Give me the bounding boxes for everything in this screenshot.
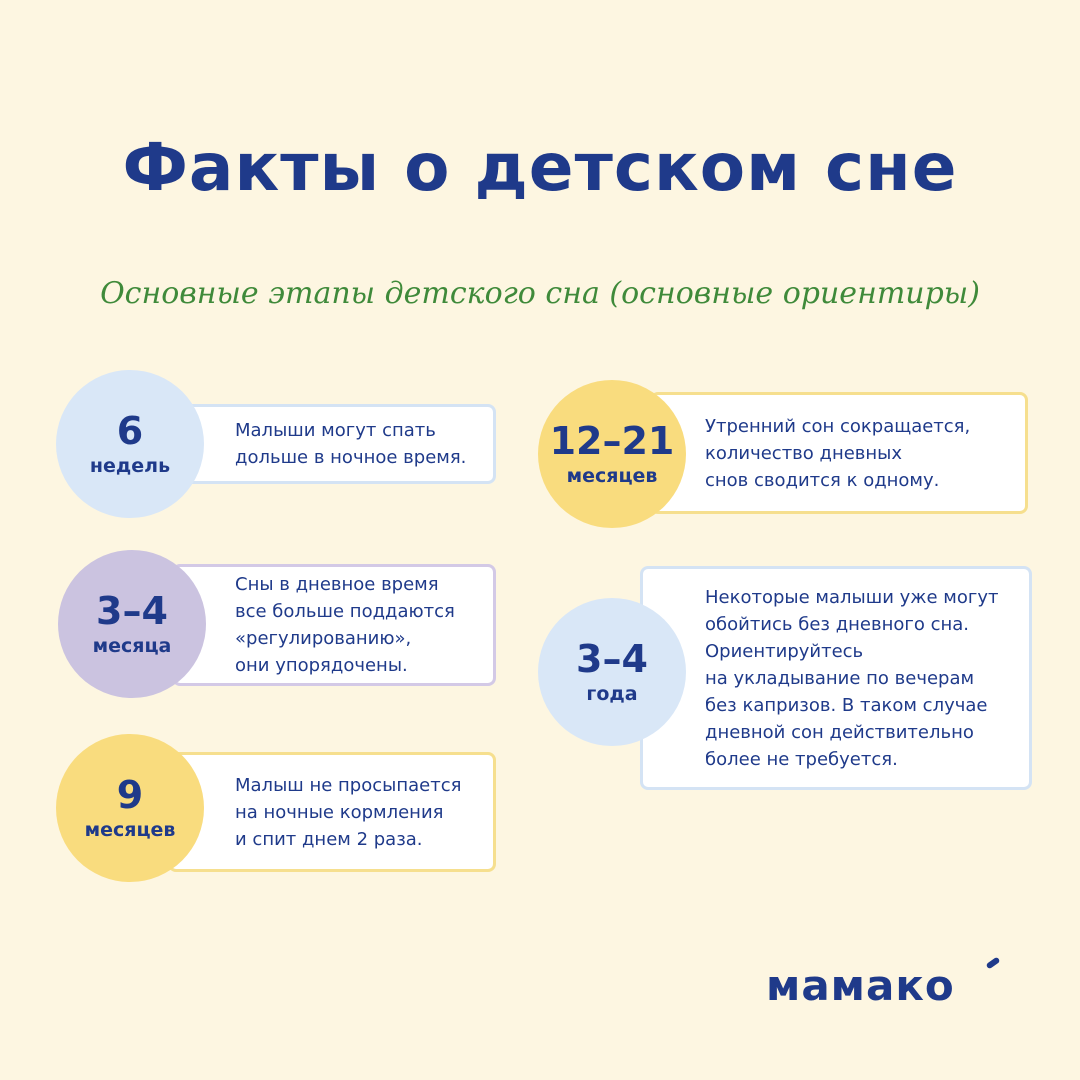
logo-accent-mark xyxy=(986,957,1001,970)
stage-badge-12-21-months xyxy=(538,380,686,528)
stage-card-6-weeks xyxy=(172,404,496,484)
stage-unit: месяцев xyxy=(84,819,176,841)
stage-card-9-months xyxy=(168,752,496,872)
stage-number: 9 xyxy=(116,773,144,817)
stage-card-3-4-months xyxy=(172,564,496,686)
page-title: Факты о детском сне xyxy=(122,129,958,206)
page-subtitle: Основные этапы детского сна (основные ориентиры) xyxy=(100,276,980,311)
stage-unit: года xyxy=(586,683,638,705)
stage-card-3-4-years xyxy=(640,566,1032,790)
brand-logo xyxy=(766,956,1006,1016)
brand-logo-text: мамако xyxy=(766,961,955,1010)
stage-description: Сны в дневное время все больше поддаются «регулированию», они упорядочены. xyxy=(235,574,455,676)
stage-description: Некоторые малыши уже могут обойтись без дневного сна. Ориентируйтесь на укладывание по вечерам без капризов. В таком случае дневной сон действительно более не требуется. xyxy=(705,586,999,770)
stage-description: Утренний сон сокращается, количество дневных снов сводится к одному. xyxy=(705,415,971,491)
stage-number: 6 xyxy=(116,409,144,453)
stage-number: 3–4 xyxy=(96,589,168,633)
stage-description: Малыш не просыпается на ночные кормления и спит днем 2 раза. xyxy=(235,774,462,850)
stage-badge-9-months xyxy=(56,734,204,882)
stage-badge-3-4-months xyxy=(58,550,206,698)
stage-badge-3-4-years xyxy=(538,598,686,746)
stage-number: 3–4 xyxy=(576,637,648,681)
stage-unit: недель xyxy=(89,455,171,477)
stage-unit: месяцев xyxy=(566,465,658,487)
stage-badge-6-weeks xyxy=(56,370,204,518)
stage-unit: месяца xyxy=(92,635,172,657)
stage-description: Малыши могут спать дольше в ночное время. xyxy=(235,420,467,468)
stage-number: 12–21 xyxy=(549,419,675,463)
stage-card-12-21-months xyxy=(650,392,1028,514)
